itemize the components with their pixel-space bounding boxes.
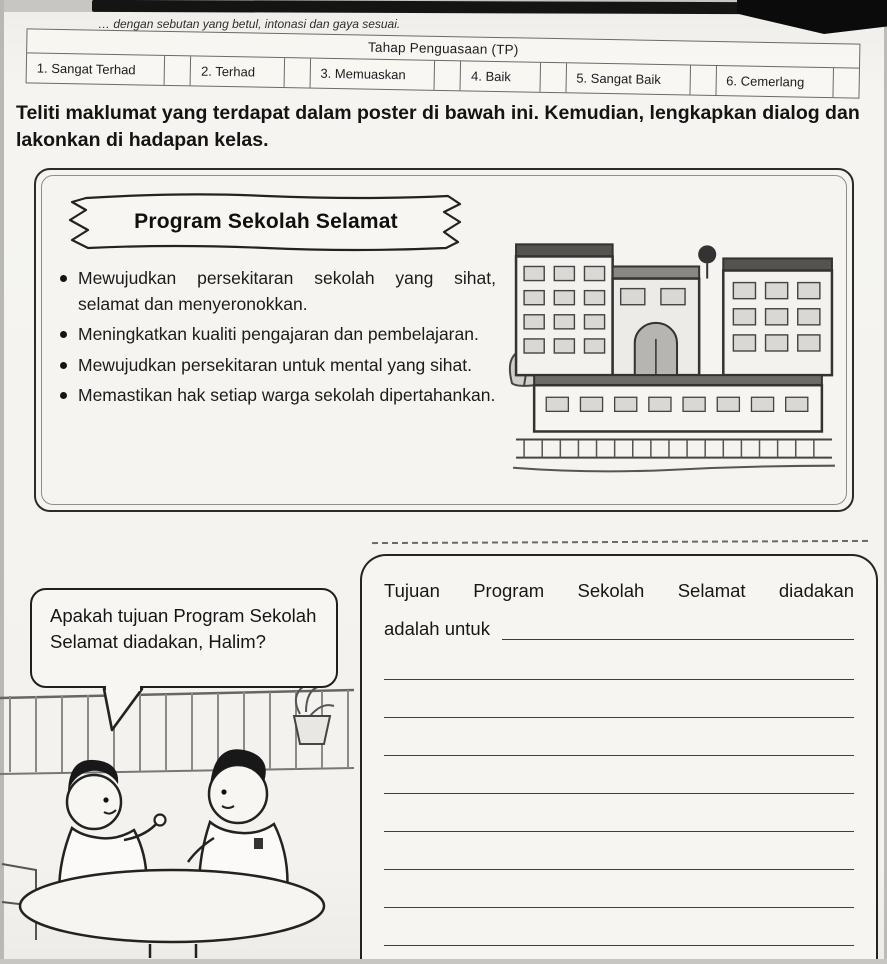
tp-level-5: 5. Sangat Baik xyxy=(565,63,690,94)
tp-level-4: 4. Baik xyxy=(460,61,540,91)
answer-prefix: adalah untuk xyxy=(384,618,490,639)
answer-sentence-start: Tujuan Program Sekolah Selamat diadakan xyxy=(384,580,854,601)
task-instruction: Teliti maklumat yang terdapat dalam poster di bawah ini. Kemudian, lengkapkan dialog dan lakonkan di hadapan kelas. xyxy=(16,102,860,151)
answer-rule-line xyxy=(384,680,854,718)
answer-rule-line xyxy=(384,642,854,680)
bullet-dot-icon xyxy=(60,331,67,338)
answer-rule-line xyxy=(384,832,854,870)
answer-rule-line xyxy=(384,756,854,794)
answer-rule-line xyxy=(384,794,854,832)
tp-score-box-3 xyxy=(434,61,461,90)
poster-bullet-list xyxy=(60,266,496,414)
bullet-text: Mewujudkan persekitaran untuk mental yang sihat. xyxy=(78,354,472,375)
poster-box xyxy=(34,168,854,512)
speech-bubble xyxy=(30,588,338,688)
dialog-question: Apakah tujuan Program Sekolah Selamat diadakan, Halim? xyxy=(50,605,317,653)
bullet-text: Memastikan hak setiap warga sekolah dipertahankan. xyxy=(78,385,496,406)
tp-score-box-2 xyxy=(283,58,310,87)
list-item xyxy=(60,353,496,379)
bullet-text: Mewujudkan persekitaran sekolah yang sihat, selamat dan menyeronokkan. xyxy=(78,268,496,314)
tp-level-3: 3. Memuaskan xyxy=(309,59,434,90)
bullet-text: Meningkatkan kualiti pengajaran dan pembelajaran. xyxy=(78,324,479,345)
tp-level-1: 1. Sangat Terhad xyxy=(36,60,136,78)
bullet-dot-icon xyxy=(60,362,67,369)
bullet-dot-icon xyxy=(60,275,67,282)
answer-rule-line xyxy=(384,908,854,946)
tp-score-box-6 xyxy=(832,68,859,97)
tp-table-title: Tahap Penguasaan (TP) xyxy=(27,29,859,68)
tp-score-box-4 xyxy=(539,63,566,92)
poster-title-banner xyxy=(64,190,468,254)
list-item xyxy=(60,266,496,317)
answer-sentence-continue xyxy=(384,618,854,640)
boys-illustration xyxy=(0,652,354,959)
top-partial-instruction: … dengan sebutan yang betul, intonasi dan gaya sesuai. xyxy=(98,17,401,31)
speech-bubble-tail xyxy=(96,686,154,732)
list-item xyxy=(60,383,496,409)
list-item xyxy=(60,322,496,348)
answer-box xyxy=(360,554,878,959)
answer-rule-line xyxy=(384,718,854,756)
answer-rule-line xyxy=(384,870,854,908)
answer-writing-lines xyxy=(384,642,854,946)
tp-score-box-1 xyxy=(164,56,191,85)
tp-level-6: 6. Cemerlang xyxy=(715,66,833,97)
school-illustration xyxy=(508,224,840,480)
answer-blank-line xyxy=(502,619,854,640)
tp-score-box-5 xyxy=(689,66,716,95)
tp-level-2: 2. Terhad xyxy=(190,56,284,87)
poster-title: Program Sekolah Selamat xyxy=(134,210,398,233)
bullet-dot-icon xyxy=(60,392,67,399)
scan-dark-strip xyxy=(92,0,740,14)
